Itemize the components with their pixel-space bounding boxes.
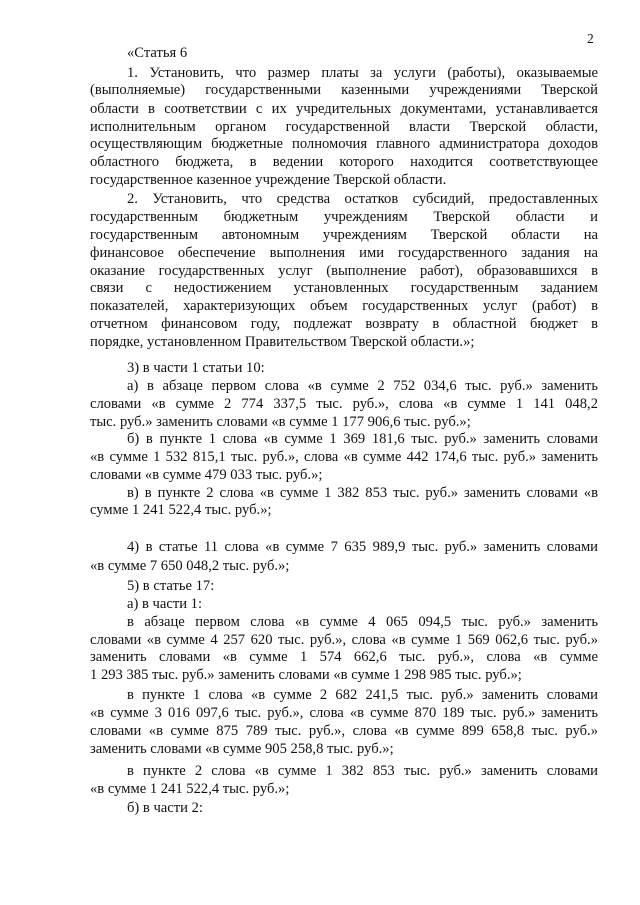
text-line: отчетном финансовом году, подлежат возврату в областной бюджет в bbox=[90, 316, 598, 332]
text-line: б) в пункте 1 слова «в сумме 1 369 181,6 тыс. руб.» заменить словами bbox=[127, 431, 598, 447]
article-heading: «Статья 6 bbox=[127, 45, 188, 61]
text-line: (выполняемые) государственными казенными учреждениями Тверской bbox=[90, 82, 598, 98]
text-line: «в сумме 7 650 048,2 тыс. руб.»; bbox=[90, 558, 290, 574]
list-item-heading: 5) в статье 17: bbox=[127, 578, 215, 594]
list-item-heading: 3) в части 1 статьи 10: bbox=[127, 360, 265, 376]
text-line: 4) в статье 11 слова «в сумме 7 635 989,9 тыс. руб.» заменить словами bbox=[127, 539, 598, 555]
text-line: «в сумме 1 532 815,1 тыс. руб.», слова «в сумме 442 174,6 тыс. руб.» заменить bbox=[90, 449, 598, 465]
list-item-heading: а) в части 1: bbox=[127, 596, 203, 612]
text-line: «в сумме 1 241 522,4 тыс. руб.»; bbox=[90, 781, 290, 797]
text-line: осуществляющим бюджетные полномочия главного администратора доходов bbox=[90, 136, 598, 152]
text-line: словами «в сумме 4 257 620 тыс. руб.», слова «в сумме 1 569 062,6 тыс. руб.» bbox=[90, 632, 598, 648]
text-line: в абзаце первом слова «в сумме 4 065 094,5 тыс. руб.» заменить bbox=[127, 614, 598, 630]
text-line: финансовое обеспечение выполнения ими государственного задания на bbox=[90, 245, 598, 261]
text-line: исполнительным органом государственной власти Тверской области, bbox=[90, 119, 598, 135]
text-line: тыс. руб.» заменить словами «в сумме 1 177 906,6 тыс. руб.»; bbox=[90, 414, 471, 430]
text-line: области в соответствии с их учредительных документами, устанавливается bbox=[90, 101, 598, 117]
text-line: «в сумме 3 016 097,6 тыс. руб.», слова «в сумме 870 189 тыс. руб.» заменить bbox=[90, 705, 598, 721]
text-line: словами «в сумме 875 789 тыс. руб.», слова «в сумме 899 658,8 тыс. руб.» bbox=[90, 723, 598, 739]
text-line: государственным автономным учреждениям Тверской области на bbox=[90, 227, 598, 243]
text-line: 2. Установить, что средства остатков субсидий, предоставленных bbox=[127, 191, 598, 207]
text-line: 1 293 385 тыс. руб.» заменить словами «в сумме 1 298 985 тыс. руб.»; bbox=[90, 667, 522, 683]
text-line: областного бюджета, в ведении которого находится соответствующее bbox=[90, 154, 598, 170]
text-line: словами «в сумме 479 033 тыс. руб.»; bbox=[90, 467, 323, 483]
text-line: а) в абзаце первом слова «в сумме 2 752 034,6 тыс. руб.» заменить bbox=[127, 378, 598, 394]
text-line: оказание государственных услуг (выполнение работ), образовавшихся в bbox=[90, 263, 598, 279]
text-line: в) в пункте 2 слова «в сумме 1 382 853 тыс. руб.» заменить словами «в bbox=[127, 485, 598, 501]
text-line: словами «в сумме 2 774 337,5 тыс. руб.», слова «в сумме 1 141 048,2 bbox=[90, 396, 598, 412]
text-line: показателей, характеризующих объем государственных услуг (работ) в bbox=[90, 298, 598, 314]
page-number: 2 bbox=[587, 31, 594, 46]
text-line: заменить словами «в сумме 1 574 662,6 тыс. руб.», слова «в сумме bbox=[90, 649, 598, 665]
text-line: заменить словами «в сумме 905 258,8 тыс. руб.»; bbox=[90, 741, 394, 757]
text-line: связи с недостижением установленных государственным заданием bbox=[90, 280, 598, 296]
text-line: в пункте 2 слова «в сумме 1 382 853 тыс. руб.» заменить словами bbox=[127, 763, 598, 779]
list-item-heading: б) в части 2: bbox=[127, 800, 203, 816]
text-line: 1. Установить, что размер платы за услуги (работы), оказываемые bbox=[127, 65, 598, 81]
text-line: государственное казенное учреждение Тверской области. bbox=[90, 172, 447, 188]
text-line: сумме 1 241 522,4 тыс. руб.»; bbox=[90, 502, 272, 518]
text-line: государственным бюджетным учреждениям Тверской области и bbox=[90, 209, 598, 225]
text-line: в пункте 1 слова «в сумме 2 682 241,5 тыс. руб.» заменить словами bbox=[127, 687, 598, 703]
text-line: порядке, установленном Правительством Тверской области.»; bbox=[90, 334, 475, 350]
